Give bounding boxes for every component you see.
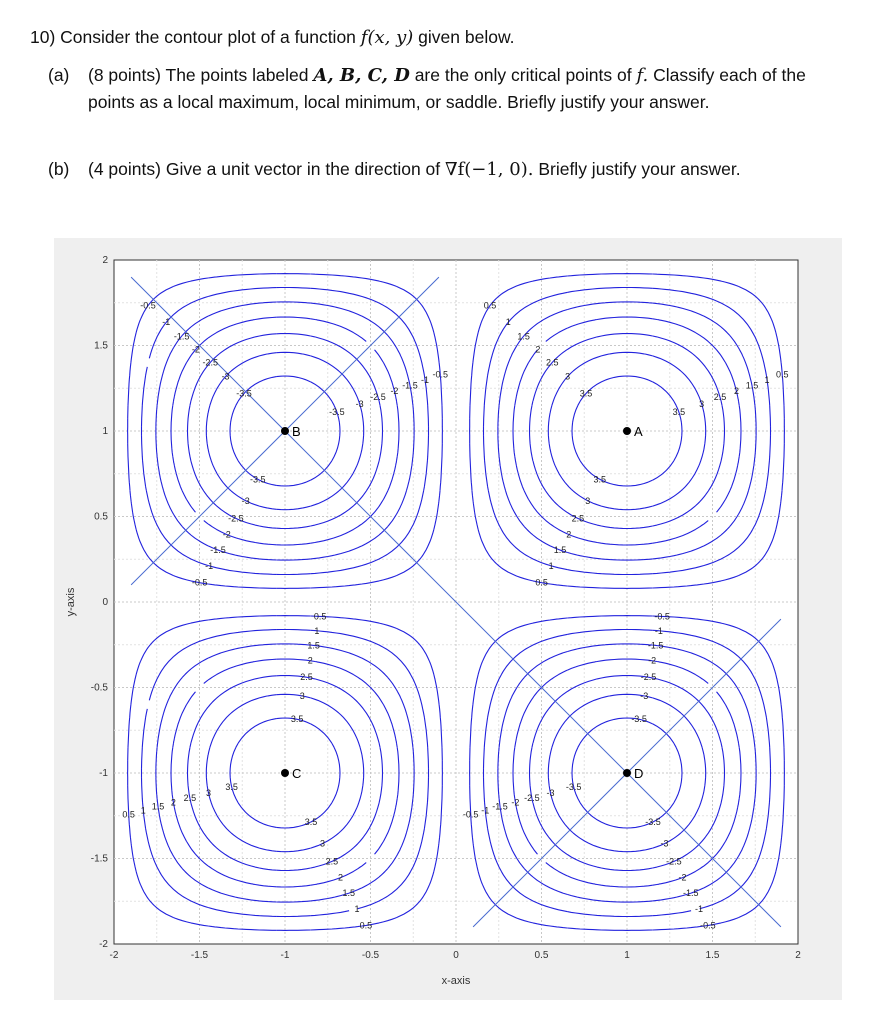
contour-label: -1 (695, 903, 704, 914)
contour-label: 3.5 (304, 816, 318, 827)
contour-label: 2 (170, 797, 176, 808)
contour-label: -3.5 (565, 782, 582, 793)
contour-label: 1.5 (517, 331, 530, 342)
contour-label: 3 (699, 398, 705, 409)
contour-label: 3.5 (593, 474, 607, 485)
contour-label: 0.5 (313, 611, 327, 622)
contour-label: 0.5 (359, 920, 373, 931)
contour-label: 3 (319, 838, 325, 849)
contour-label: -3.5 (250, 474, 266, 485)
y-tick-label: 2 (102, 255, 108, 266)
contour-label: -2 (222, 529, 231, 540)
y-tick-label: 1.5 (94, 340, 108, 352)
y-tick-label: -0.5 (90, 682, 108, 694)
contour-label: -2.5 (228, 513, 244, 524)
contour-label: 0.5 (483, 300, 497, 311)
y-tick-label: -2 (99, 939, 108, 950)
contour-label: 1 (764, 374, 770, 385)
contour-label: -1.5 (402, 380, 418, 391)
contour-label: 2 (733, 386, 739, 397)
y-tick-label: 0.5 (94, 511, 108, 523)
contour-label: -0.5 (191, 577, 208, 588)
contour-label: -2 (678, 872, 687, 883)
critical-point-label-B: B (292, 424, 301, 439)
y-axis-label: y-axis (65, 587, 77, 617)
contour-label: -2 (390, 386, 399, 397)
contour-label: -3 (546, 788, 555, 799)
contour-label: -1.5 (682, 888, 699, 899)
contour-label: 1 (548, 560, 554, 571)
contour-label: -2.5 (202, 357, 218, 368)
contour-label: 1 (140, 805, 146, 816)
contour-label: 3.5 (579, 388, 593, 399)
critical-point-B (281, 427, 289, 435)
contour-label: -1.5 (492, 801, 508, 812)
part-b (30, 156, 841, 183)
contour-label: 1 (505, 317, 511, 328)
contour-label: 3.5 (672, 407, 686, 418)
contour-label: 1 (354, 903, 360, 914)
contour-label: 3 (205, 788, 212, 799)
question-intro: Consider the contour plot of a function (60, 27, 356, 47)
contour-label: 0.5 (122, 809, 135, 820)
critical-point-label-D: D (634, 766, 644, 781)
contour-label: 3.5 (225, 782, 238, 793)
question-intro-end: given below. (418, 27, 515, 47)
contour-label: -3.5 (631, 714, 647, 725)
contour-label: -0.5 (462, 809, 479, 820)
contour-label: -2 (191, 344, 200, 355)
contour-label: 2.5 (300, 672, 313, 683)
gradient-expression: ∇f(−1, 0). (445, 159, 534, 180)
contour-label: 3.5 (290, 714, 304, 725)
contour-label: 2.5 (325, 856, 339, 867)
critical-point-A (623, 427, 631, 435)
contour-label: 2.5 (183, 793, 197, 804)
contour-label: -3.5 (329, 407, 345, 418)
contour-label: -1.5 (173, 331, 190, 342)
contour-label: 1.5 (553, 545, 567, 556)
contour-label: 1.5 (151, 801, 165, 812)
x-tick-label: 2 (795, 950, 801, 961)
x-axis-label: x-axis (441, 975, 471, 987)
contour-label: -3.5 (645, 816, 661, 827)
contour-label: -2.5 (640, 672, 657, 683)
contour-label: 2 (535, 344, 541, 355)
contour-label: -3 (221, 371, 230, 382)
part-a-label: (a) (48, 65, 70, 85)
contour-label: 1 (314, 625, 320, 636)
contour-label: 0.5 (535, 577, 548, 588)
contour-label: 2.5 (713, 392, 727, 403)
contour-label: -1.5 (647, 640, 664, 651)
contour-label: -2 (648, 655, 657, 666)
contour-label: -2.5 (666, 856, 682, 867)
y-tick-label: 0 (102, 597, 108, 608)
part-a-labels: A, B, C, D (313, 65, 410, 86)
contour-label: -2 (511, 797, 520, 808)
y-tick-label: 1 (102, 426, 108, 437)
critical-point-D (623, 769, 631, 777)
question-number: 10) (30, 27, 56, 47)
contour-label: -3 (660, 838, 669, 849)
contour-label: 2 (337, 872, 343, 883)
part-a-text3: Classify each of the points as a local maximum, local minimum, or saddle. Briefly justify your answer. (88, 65, 806, 112)
part-a-text2: are the only critical points of (414, 65, 632, 85)
contour-label: 3 (299, 690, 305, 701)
part-a (30, 62, 841, 116)
x-tick-label: 1.5 (705, 950, 720, 961)
contour-label: -1 (654, 625, 663, 636)
question-title (30, 24, 841, 51)
contour-label: 2.5 (545, 357, 559, 368)
contour-label: 1.5 (745, 380, 759, 391)
critical-point-C (281, 769, 289, 777)
y-tick-label: -1 (99, 768, 108, 779)
contour-label: 2.5 (571, 513, 585, 524)
part-a-points: (8 points) (88, 65, 161, 85)
contour-label: -1 (481, 805, 490, 816)
contour-label: -0.5 (432, 369, 449, 380)
contour-label: -1 (162, 317, 171, 328)
contour-label: -1 (205, 560, 214, 571)
part-b-points: (4 points) (88, 159, 161, 179)
contour-plot-panel (54, 238, 842, 1000)
contour-label: -3 (241, 495, 250, 506)
contour-label: -1.5 (210, 545, 226, 556)
contour-plot (54, 238, 842, 1000)
x-tick-label: -0.5 (361, 950, 380, 961)
contour-label: -1 (421, 374, 430, 385)
critical-point-label-C: C (292, 766, 302, 781)
function-name: f(x, y) (360, 27, 414, 48)
critical-point-label-A: A (634, 424, 643, 439)
part-b-label: (b) (48, 159, 70, 179)
x-tick-label: -1 (280, 950, 290, 961)
part-b-text2: Briefly justify your answer. (538, 159, 741, 179)
contour-label: -3 (355, 398, 364, 409)
x-tick-label: 0.5 (534, 950, 549, 961)
contour-label: 1.5 (307, 640, 320, 651)
contour-label: 1.5 (342, 888, 355, 899)
x-tick-label: 0 (453, 950, 459, 961)
contour-label: -3 (640, 690, 649, 701)
contour-label: 2 (307, 655, 313, 666)
x-tick-label: 1 (624, 950, 630, 961)
contour-label: -0.5 (654, 611, 670, 622)
contour-label: 3 (585, 495, 591, 506)
part-b-text1: Give a unit vector in the direction of (165, 159, 441, 179)
y-tick-label: -1.5 (90, 853, 108, 865)
contour-label: -3.5 (236, 388, 252, 399)
contour-label: -0.5 (700, 920, 716, 931)
part-a-f: f. (636, 65, 649, 86)
x-tick-label: -2 (109, 950, 119, 961)
contour-label: -2.5 (370, 392, 386, 403)
contour-label: 0.5 (776, 369, 789, 380)
contour-label: 3 (565, 371, 571, 382)
contour-label: 2 (566, 529, 572, 540)
contour-label: -2.5 (524, 793, 540, 804)
part-a-text1: The points labeled (165, 65, 309, 85)
x-tick-label: -1.5 (190, 950, 209, 961)
contour-label: -0.5 (140, 300, 156, 311)
